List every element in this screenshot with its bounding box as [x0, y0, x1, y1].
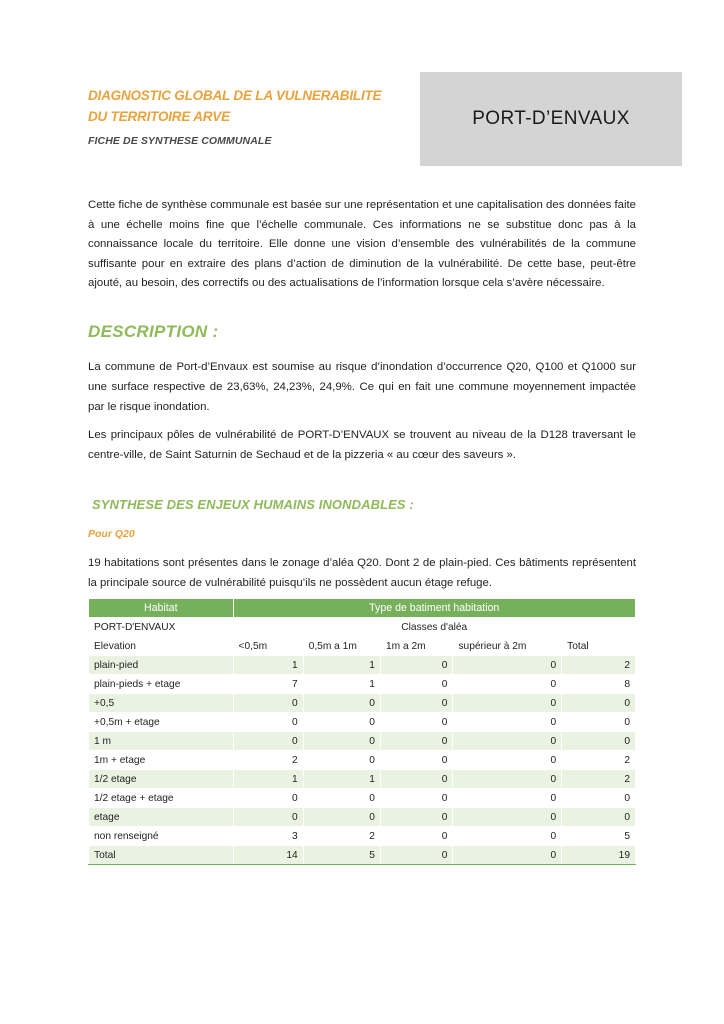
- description-paragraph-1: La commune de Port-d’Envaux est soumise au risque d’inondation d’occurrence Q20, Q100 et Q1000 sur une surface respective de 23,63%, 24,23%, 24,9%. Ce qui en fait une commune moyennement impactée par le risque inondation.: [88, 361, 636, 413]
- row-cell: 0: [562, 694, 636, 713]
- column-gt-2m: supérieur à 2m: [453, 637, 562, 656]
- row-cell: 0: [380, 827, 452, 846]
- row-cell: 7: [233, 675, 303, 694]
- section-heading-synthese: SYNTHESE DES ENJEUX HUMAINS INONDABLES :: [92, 497, 414, 512]
- row-cell: 0: [303, 694, 380, 713]
- row-cell: 0: [380, 713, 452, 732]
- row-cell: 3: [233, 827, 303, 846]
- row-cell: 0: [380, 751, 452, 770]
- total-cell: 5: [303, 846, 380, 865]
- row-label: non renseigné: [89, 827, 234, 846]
- row-cell: 0: [453, 694, 562, 713]
- row-cell: 0: [380, 789, 452, 808]
- commune-name: PORT-D’ENVAUX: [472, 108, 630, 129]
- habitat-table-wrapper: [88, 598, 636, 865]
- section-heading-description: DESCRIPTION :: [88, 322, 219, 341]
- row-label: etage: [89, 808, 234, 827]
- row-cell: 2: [562, 751, 636, 770]
- row-cell: 1: [233, 770, 303, 789]
- column-05m-1m: 0,5m a 1m: [303, 637, 380, 656]
- row-cell: 0: [562, 713, 636, 732]
- table-row: [89, 675, 636, 694]
- table-column-row: [89, 637, 636, 656]
- row-cell: 0: [303, 751, 380, 770]
- row-cell: 0: [233, 789, 303, 808]
- report-title-line1: DIAGNOSTIC GLOBAL DE LA VULNERABILITE: [88, 88, 382, 103]
- row-cell: 0: [380, 675, 452, 694]
- row-cell: 2: [303, 827, 380, 846]
- column-total: Total: [562, 637, 636, 656]
- row-cell: 0: [380, 808, 452, 827]
- row-cell: 0: [453, 656, 562, 675]
- row-cell: 1: [303, 675, 380, 694]
- report-title-line2: DU TERRITOIRE ARVE: [88, 108, 230, 124]
- habitat-table: [88, 598, 636, 865]
- row-label: 1m + etage: [89, 751, 234, 770]
- column-lt-05m: <0,5m: [233, 637, 303, 656]
- column-elevation: Elevation: [89, 637, 234, 656]
- total-cell: 19: [562, 846, 636, 865]
- report-subtitle: FICHE DE SYNTHESE COMMUNALE: [88, 134, 272, 147]
- row-label: +0,5: [89, 694, 234, 713]
- row-cell: 0: [303, 732, 380, 751]
- row-cell: 0: [453, 789, 562, 808]
- intro-paragraph: Cette fiche de synthèse communale est basée sur une représentation et une capitalisation des données faite à une échelle moins fine que l’échelle communale. Ces informations ne se substitue donc pas à la connaissance locale du territoire. Elle donne une vision d’ensemble des vulnérabilités de la commune suffisante pour en extraire des plans d’action de diminution de la vulnérabilité. De cette base, peut-être ajouté, au besoin, des correctifs ou des actualisations de l’information lorsque cela s’avère nécessaire.: [88, 199, 636, 290]
- table-row: [89, 694, 636, 713]
- table-subheader-row: [89, 618, 636, 637]
- row-cell: 0: [233, 732, 303, 751]
- row-cell: 0: [303, 789, 380, 808]
- row-label: plain-pied: [89, 656, 234, 675]
- row-cell: 0: [380, 656, 452, 675]
- table-row: [89, 732, 636, 751]
- table-row: [89, 770, 636, 789]
- commune-name-box: [420, 72, 682, 166]
- total-cell: 0: [380, 846, 452, 865]
- row-cell: 0: [303, 713, 380, 732]
- row-cell: 2: [233, 751, 303, 770]
- row-label: plain-pieds + etage: [89, 675, 234, 694]
- row-cell: 0: [380, 694, 452, 713]
- row-cell: 0: [562, 732, 636, 751]
- table-total-row: [89, 846, 636, 865]
- table-header-habitat: Habitat: [89, 599, 234, 618]
- row-cell: 5: [562, 827, 636, 846]
- row-label: 1/2 etage + etage: [89, 789, 234, 808]
- row-cell: 2: [562, 656, 636, 675]
- row-cell: 2: [562, 770, 636, 789]
- row-cell: 8: [562, 675, 636, 694]
- total-label: Total: [89, 846, 234, 865]
- row-label: 1 m: [89, 732, 234, 751]
- document-header: [88, 72, 648, 172]
- row-cell: 0: [233, 694, 303, 713]
- table-row: [89, 713, 636, 732]
- total-cell: 0: [453, 846, 562, 865]
- row-cell: 1: [303, 656, 380, 675]
- table-row: [89, 751, 636, 770]
- row-cell: 0: [380, 732, 452, 751]
- row-cell: 0: [453, 751, 562, 770]
- row-cell: 0: [562, 789, 636, 808]
- row-cell: 0: [453, 713, 562, 732]
- table-row: [89, 789, 636, 808]
- table-header-row: [89, 599, 636, 618]
- row-cell: 0: [453, 827, 562, 846]
- row-cell: 0: [453, 675, 562, 694]
- row-label: 1/2 etage: [89, 770, 234, 789]
- row-cell: 0: [303, 808, 380, 827]
- row-cell: 0: [233, 808, 303, 827]
- table-header-type: Type de batiment habitation: [233, 599, 636, 618]
- row-cell: 0: [233, 713, 303, 732]
- column-1m-2m: 1m a 2m: [380, 637, 452, 656]
- table-row: [89, 808, 636, 827]
- table-subheader-classes: Classes d'aléa: [233, 618, 636, 637]
- header-title-block: [88, 86, 418, 147]
- table-subheader-commune: PORT-D'ENVAUX: [89, 618, 234, 637]
- table-row: [89, 827, 636, 846]
- row-label: +0,5m + etage: [89, 713, 234, 732]
- row-cell: 0: [453, 732, 562, 751]
- row-cell: 1: [303, 770, 380, 789]
- synthese-paragraph: 19 habitations sont présentes dans le zonage d’aléa Q20. Dont 2 de plain-pied. Ces bâtiments représentent la principale source de vulnérabilité puisqu’ils ne possèdent aucun étage refuge.: [88, 557, 636, 589]
- total-cell: 14: [233, 846, 303, 865]
- row-cell: 0: [562, 808, 636, 827]
- row-cell: 0: [453, 808, 562, 827]
- description-paragraph-2: Les principaux pôles de vulnérabilité de PORT-D’ENVAUX se trouvent au niveau de la D128 traversant le centre-ville, de Saint Saturnin de Sechaud et de la pizzeria « au cœur des saveurs ».: [88, 429, 636, 461]
- row-cell: 0: [453, 770, 562, 789]
- row-cell: 0: [380, 770, 452, 789]
- row-cell: 1: [233, 656, 303, 675]
- table-row: [89, 656, 636, 675]
- subheading-pour-q20: Pour Q20: [88, 528, 135, 540]
